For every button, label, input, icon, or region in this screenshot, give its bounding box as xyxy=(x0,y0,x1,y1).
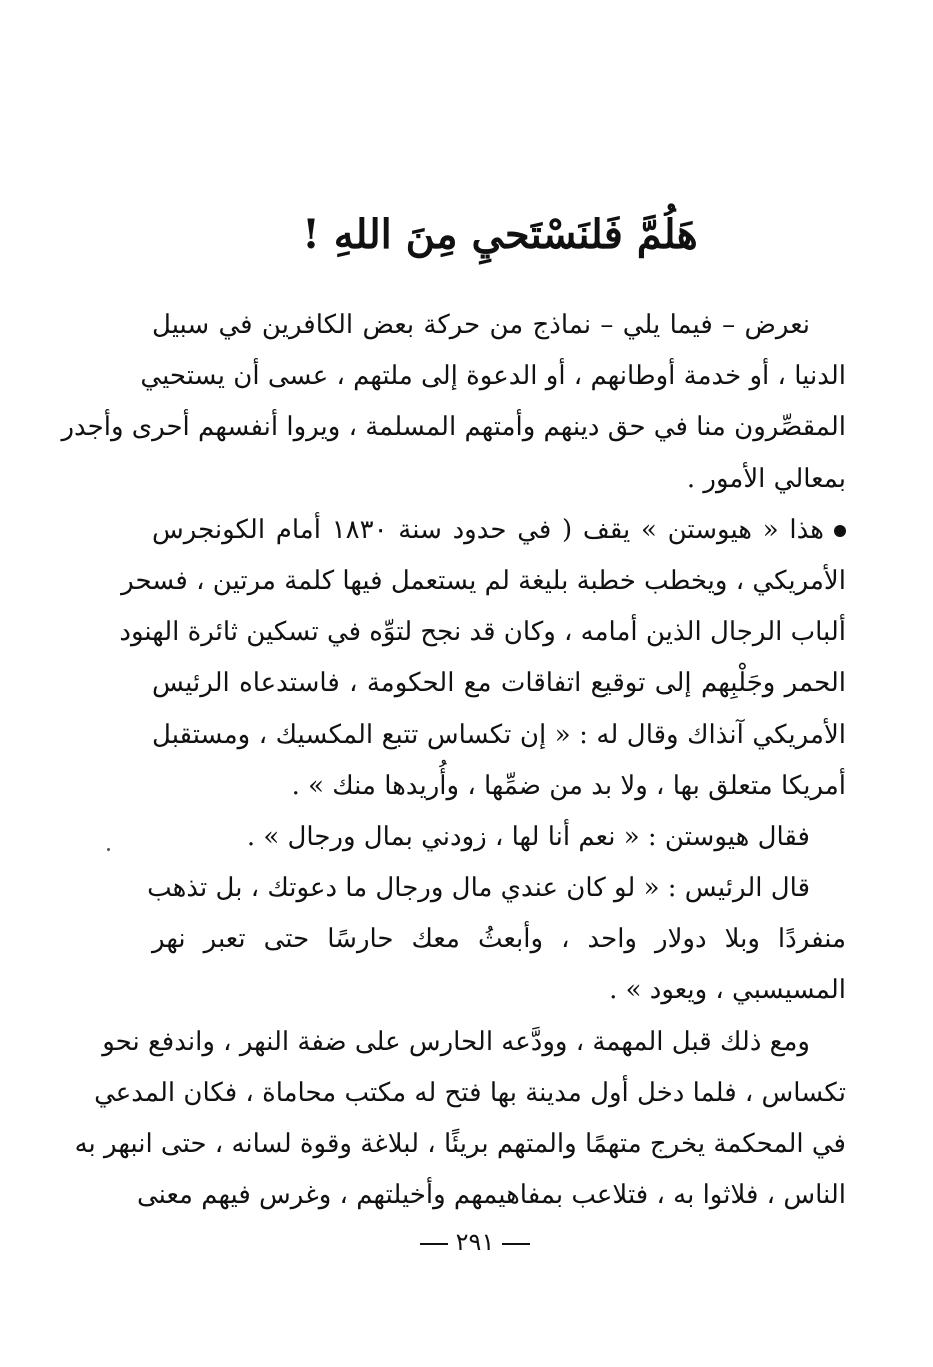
text-line: في المحكمة يخرج متهمًا والمتهم بريئًا ، لبلاغة وقوة لسانه ، حتى انبهر به xyxy=(74,1129,846,1159)
paragraph-mission xyxy=(74,1017,846,1222)
page-number-value: ٢٩١ xyxy=(455,1228,495,1256)
paragraph-houston-reply xyxy=(152,812,846,863)
dash-left xyxy=(502,1243,530,1245)
text-line: تكساس ، فلما دخل أول مدينة بها فتح له مكتب محاماة ، فكان المدعي xyxy=(94,1077,846,1108)
bullet-icon xyxy=(834,525,846,537)
body-text xyxy=(61,300,846,1221)
text-line: المقصِّرون منا في حق دينهم وأمتهم المسلمة ، ويروا أنفسهم أحرى وأجدر xyxy=(61,412,846,443)
paragraph-houston xyxy=(119,505,846,812)
paragraph-president-reply xyxy=(147,863,846,1017)
scan-speck xyxy=(107,848,110,851)
text-line: الأمريكي ، ويخطب خطبة بليغة لم يستعمل فيها كلمة مرتين ، فسحر xyxy=(121,565,846,596)
text-line: الأمريكي آنذاك وقال له : « إن تكساس تتبع المكسيك ، ومستقبل xyxy=(152,719,846,750)
text-line: قال الرئيس : « لو كان عندي مال ورجال ما دعوتك ، بل تذهب xyxy=(147,873,810,904)
text-line: الدنيا ، أو خدمة أوطانهم ، أو الدعوة إلى ملتهم ، عسى أن يستحيي xyxy=(140,361,846,392)
text-line: بمعالي الأمور . xyxy=(686,463,846,494)
text-line: ألباب الرجال الذين أمامه ، وكان قد نجح لتوِّه في تسكين ثائرة الهنود xyxy=(119,617,846,648)
text-line: أمريكا متعلق بها ، ولا بد من ضمِّها ، وأُريدها منك » . xyxy=(291,770,846,801)
text-line: المسيسبي ، ويعود » . xyxy=(609,975,846,1006)
text-line: الحمر وجَلْبِهم إلى توقيع اتفاقات مع الحكومة ، فاستدعاه الرئيس xyxy=(152,668,846,699)
text-line: نعرض – فيما يلي – نماذج من حركة بعض الكافرين في سبيل xyxy=(152,310,810,340)
paragraph-intro xyxy=(61,300,846,505)
chapter-title: هَلُمَّ فَلنَسْتَحيِ مِنَ اللهِ ! xyxy=(302,211,698,258)
text-line: فقال هيوستن : « نعم أنا لها ، زودني بمال ورجال » . xyxy=(246,821,810,852)
text-line: الناس ، فلاثوا به ، فتلاعب بمفاهيمهم وأخيلتهم ، وغرس فيهم معنى xyxy=(136,1180,846,1211)
text-line: منفردًا وبلا دولار واحد ، وأبعثُ معك حارسًا حتى تعبر نهر xyxy=(152,924,846,955)
text-line: ومع ذلك قبل المهمة ، وودَّعه الحارس على ضفة النهر ، واندفع نحو xyxy=(102,1026,810,1057)
text-line: هذا « هيوستن » يقف ( في حدود سنة ١٨٣٠ أمام الكونجرس xyxy=(152,505,846,556)
page-number xyxy=(400,1222,550,1262)
dash-right xyxy=(420,1243,448,1245)
